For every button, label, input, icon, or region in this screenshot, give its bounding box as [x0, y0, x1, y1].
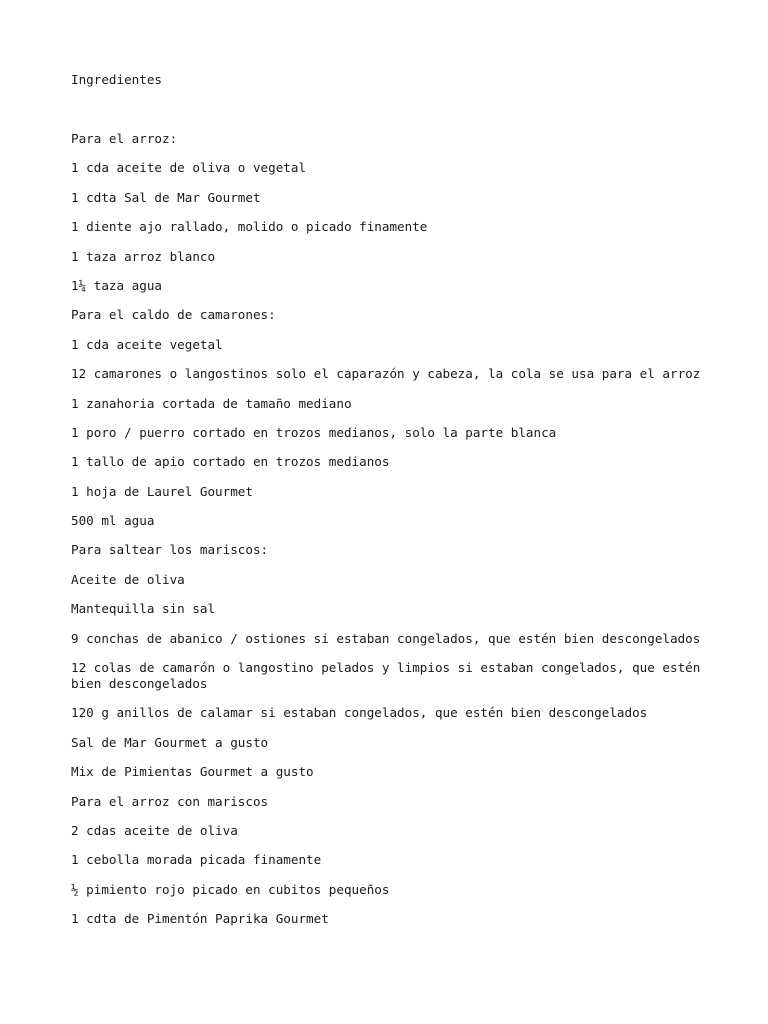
ingredient-line: Aceite de oliva — [71, 571, 185, 587]
section-heading: Para saltear los mariscos: — [71, 542, 269, 558]
ingredient-line: 1 taza arroz blanco — [71, 248, 216, 264]
ingredient-line: 500 ml agua — [71, 513, 155, 529]
ingredient-list — [71, 131, 711, 927]
document-body — [71, 72, 711, 941]
ingredient-line: 1 cda aceite de oliva o vegetal — [71, 160, 307, 176]
section-heading: Para el arroz con mariscos — [71, 793, 269, 809]
ingredient-line: 1 tallo de apio cortado en trozos medianos — [71, 454, 390, 470]
document-title: Ingredientes — [71, 72, 162, 87]
ingredient-line: 1 diente ajo rallado, molido o picado finamente — [71, 219, 428, 235]
ingredient-line: 1 hoja de Laurel Gourmet — [71, 483, 253, 499]
ingredient-line: Mantequilla sin sal — [71, 601, 216, 617]
ingredient-line: 120 g anillos de calamar si estaban congelados, que estén bien descongelados — [71, 705, 648, 721]
ingredient-line: 1 cda aceite vegetal — [71, 336, 223, 352]
ingredient-line: Sal de Mar Gourmet a gusto — [71, 734, 269, 750]
section-heading: Para el caldo de camarones: — [71, 307, 276, 323]
ingredient-line: 1 cdta Sal de Mar Gourmet — [71, 189, 261, 205]
section-heading: Para el arroz: — [71, 131, 178, 146]
ingredient-line: 1¼ taza agua — [71, 277, 162, 293]
ingredient-line: 12 colas de camarón o langostino pelados y limpios si estaban congelados, que estén bien descongelados — [71, 660, 708, 692]
ingredient-line: 2 cdas aceite de oliva — [71, 822, 238, 838]
ingredient-line: 1 zanahoria cortada de tamaño mediano — [71, 395, 352, 411]
ingredient-line: 12 camarones o langostinos solo el caparazón y cabeza, la cola se usa para el arroz — [71, 366, 701, 382]
ingredient-line: 9 conchas de abanico / ostiones si estaban congelados, que estén bien descongelados — [71, 630, 701, 646]
ingredient-line: ½ pimiento rojo picado en cubitos pequeños — [71, 881, 390, 897]
ingredient-line: 1 cebolla morada picada finamente — [71, 852, 322, 868]
ingredient-line: Mix de Pimientas Gourmet a gusto — [71, 764, 314, 780]
ingredient-line: 1 poro / puerro cortado en trozos medianos, solo la parte blanca — [71, 424, 557, 440]
ingredient-line: 1 cdta de Pimentón Paprika Gourmet — [71, 911, 329, 927]
